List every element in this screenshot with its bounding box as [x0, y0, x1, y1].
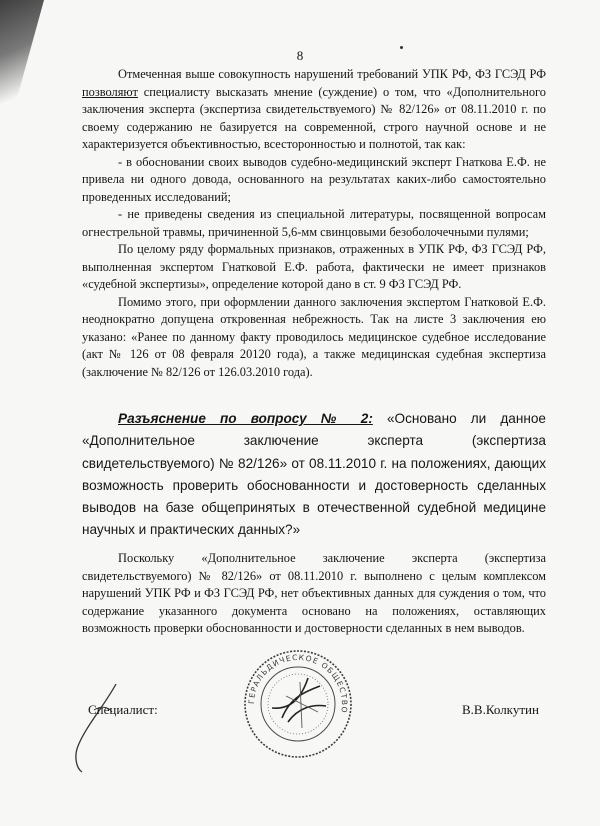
- paragraph-4: По целому ряду формальных признаков, отраженных в УПК РФ, ФЗ ГСЭД РФ, выполненная экспертом Гнатковой Е.Ф. работа, фактически не имеет признаков «судебной экспертизы», определение которой дано в ст. 9 ФЗ ГСЭД РФ.: [82, 242, 546, 291]
- paragraph-3: - не приведены сведения из специальной литературы, посвященной вопросам огнестрельной травмы, причиненной 5,6-мм свинцовыми безоболочечными пулями;: [82, 207, 546, 239]
- conclusion-paragraph: Поскольку «Дополнительное заключение эксперта (экспертиза свидетельствуемого) № 82/126» от 08.11.2010 г. выполнено с целым комплексом нарушений УПК РФ и ФЗ ГСЭД РФ, нет объективных данных для суждения о том, что содержание указанного документа основано на положениях, оставляющих возможность проверки обоснованности и достоверности сделанных в нем выводов.: [82, 551, 546, 635]
- official-seal: [242, 648, 354, 760]
- handwritten-signature-stroke: [64, 676, 144, 776]
- svg-text:ГЕРАЛЬДИЧЕСКОЕ ОБЩЕСТВО: ГЕРАЛЬДИЧЕСКОЕ ОБЩЕСТВО: [246, 652, 350, 715]
- paragraph-5: Помимо этого, при оформлении данного заключения экспертом Гнатковой Е.Ф. неоднократно допущена откровенная небрежность. Так на листе 3 заключения ею указано: «Ранее по данному факту проводилось медицинское судебное исследование (акт № 126 от 08 февраля 20120 года), а также медицинская судебная экспертиза (заключение № 82/126 от 126.03.2010 года).: [82, 294, 546, 379]
- question-paragraph: [82, 408, 546, 542]
- page-number: 8: [296, 48, 304, 63]
- paragraph-2: - в обосновании своих выводов судебно-медицинский эксперт Гнаткова Е.Ф. не привела ни одного довода, основанного на результатах каких-либо самостоятельно проведенных исследований;: [82, 154, 546, 204]
- body-text-top: [82, 66, 546, 381]
- question-block: [82, 408, 546, 542]
- conclusion-block: [82, 550, 546, 638]
- question-label: Разъяснение по вопросу № 2:: [118, 411, 373, 426]
- signer-name: В.В.Колкутин: [462, 702, 539, 717]
- question-text: «Основано ли данное «Дополнительное заключение эксперта (экспертиза свидетельствуемого) № 82/126» от 08.11.2010 г. на положениях, дающих возможность проверить обоснованности и достоверность сделанных выводов на базе общепринятых в отечественной судебной медицине научных и практических данных?»: [82, 411, 546, 538]
- signature-label: Специалист:: [88, 702, 158, 717]
- paragraph-1: Отмеченная выше совокупность нарушений требований УПК РФ, ФЗ ГСЭД РФ позволяют специалисту высказать мнение (суждение) о том, что «Дополнительного заключения эксперта (экспертиза свидетельствуемого) № 82/126» от 08.11.2010 г. по своему содержанию не базируется на современной, строго научной основе и не характеризуется объективностью, всесторонностью и полнотой, так как:: [82, 67, 546, 151]
